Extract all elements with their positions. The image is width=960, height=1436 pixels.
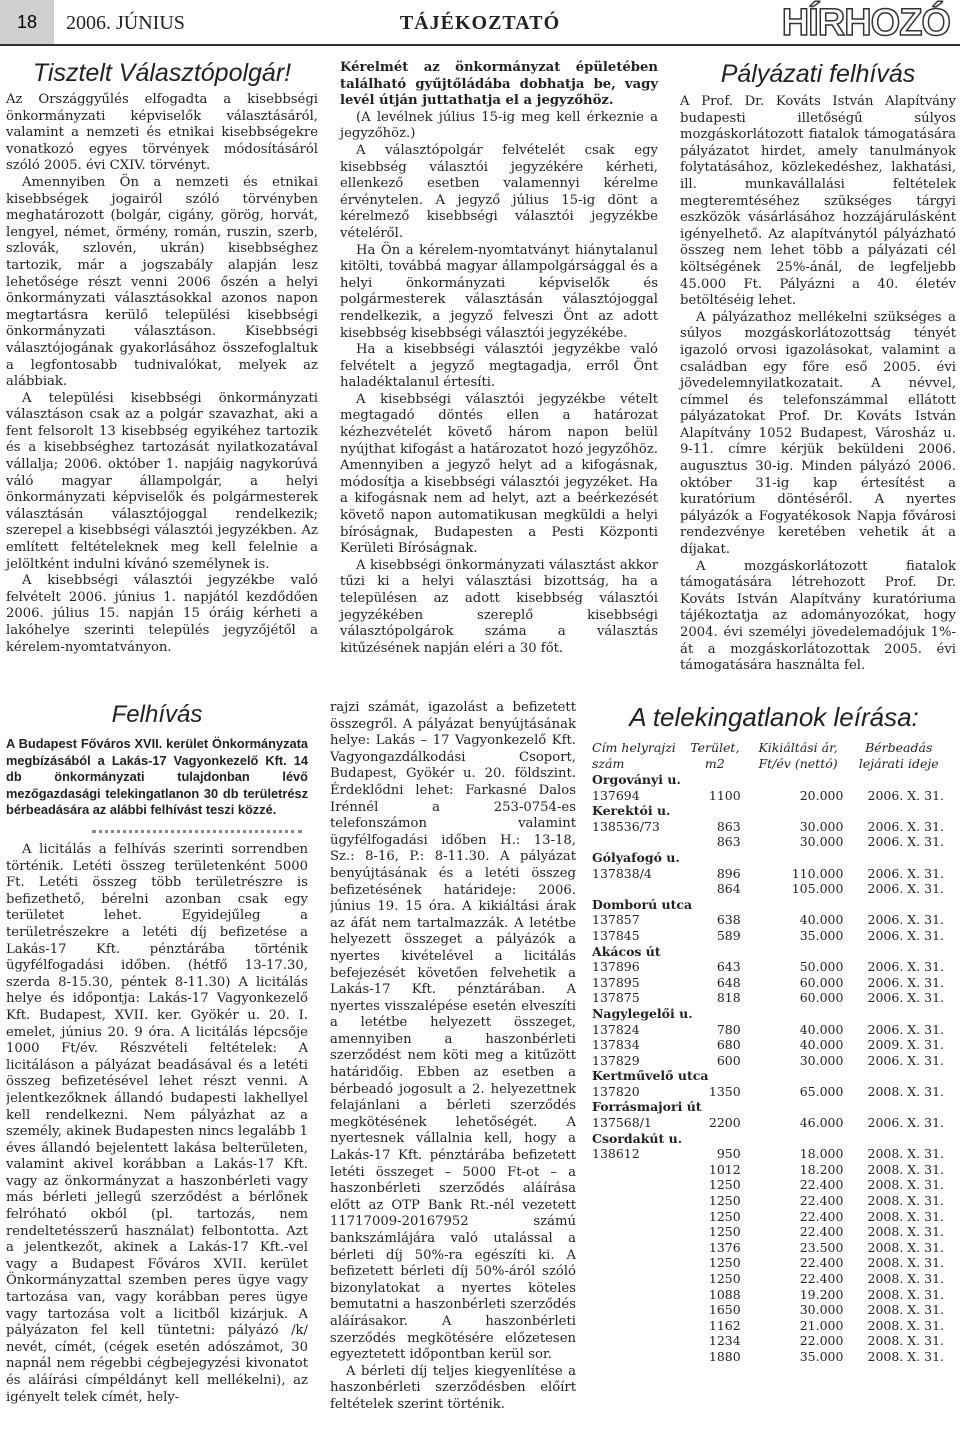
tender-paragraph: A Prof. Dr. Kováts István Alapítvány budapesti illetőségű súlyos mozgáskorlátozott fiatalok támogatására pályázatot hirdet, amely tanulmányok folytatásához, közlekedéshez, lakhatási, ill. munkavállalási feltételek megteremtéséhez szükséges tárgyi eszközök vásárlásához hozzájárulásként igényelhető. Az alapítványtól pályázható összeg nem lehet több a pályázati cél költségének 25%-ánál, de legfeljebb 45.000 Ft. Pályázni a 40. életév betöltéséig lehet. [680,94,956,309]
tender-title: Pályázati felhívás [720,60,916,88]
price-value: 110.000 [791,865,844,881]
table-row [592,1115,956,1131]
table-row [592,1037,956,1053]
plot-number: 137568/1 [592,1115,652,1131]
area-value: 950 [716,1146,741,1162]
plot-number [592,1240,689,1256]
table-row [592,788,956,804]
plot-number [592,1224,689,1240]
notice-paragraph: A licitálás a felhívás szerinti sorrendben történik. Letéti összeg területenként 5000 Ft. Letéti összeg több területrészre is befizethető, bérelni azonban csak egy területet lehet. Egyidejűleg a területrészekre a letéti díj befizetése a Lakás-17 Kft. pénztárába történik ügyfélfogadási időben. (hétfő 13-17.30, szerda 8-15.30, péntek 8-11.30) A licitálás helye és időpontja: Lakás-17 Vagyonkezelő Kft. Budapest, XVII. ker. Gyökér u. 20. I. emelet, június 20. 9 óra. A licitálás lépcsője 1000 Ft/év. Részvételi feltételek: A licitáláson a pályázat beadásával és a letéti összeg befizetésével lehet részt venni. A jelentkezőknek állandó budapesti lakhellyel kell rendelkezni. Nem pályázhat az a személy, akinek Budapesten nincs legalább 1 éves állandó bejelentett lakása belterületen, valamint akivel korábban a Lakás-17 Kft. vagy az önkormányzat a haszonbérleti vagy más bérleti jellegű szerződést a bérlőnek felróható okból (pl. tartozás, nem rendeltetésszerű használat) felbontotta. Azt a jelentkezőt, akinek a Lakás-17 Kft.-vel vagy a Budapest Főváros XVII. kerület Önkormányzattal szemben peres ügye vagy tartozása van, vagy korábban peres ügye vagy tartozása volt a licitből kizárjuk. A pályázaton fel kell tüntetni: pályázó /k/ nevét, címét, (cégek esetén adószámot, 30 napnál nem régebbi cégbejegyzési kivonatot és aláírási címpéldányt kell mellékelni), az igényelt telek címét, hely- [6,842,308,1405]
issue-date: 2006. JÚNIUS [66,12,185,34]
price-value: 19.200 [799,1286,844,1302]
dotted-divider [92,830,302,833]
land-table-title: A telekingatlanok leírása: [629,702,919,732]
area-value: 1250 [708,1193,741,1209]
price-value: 105.000 [791,881,844,897]
table-row [592,1209,956,1225]
table-row [592,975,956,991]
table-row [592,866,956,882]
table-row [592,1162,956,1178]
table-row [592,1224,956,1240]
voters-paragraph: A települési kisebbségi önkormányzati választáson csak az a polgár szavazhat, aki a fent felsorolt 13 kisebbség egyikéhez tartozik és a kisebbséghez tartozását nyilatkozatával vállalja; 2006. október 1. napjáig nagykorúvá váló magyar állampolgár, a helyi önkormányzati képviselők és polgármesterek választásán választójoggal rendelkezik; szerepel a kisebbségi választói jegyzékben. Az említett feltételeknek meg kell felelnie a jelöltként indulni kívánó személynek is. [6,390,318,572]
area-value: 1250 [708,1255,741,1271]
area-value: 863 [716,818,741,834]
plot-number: 137694 [592,787,640,803]
table-row [592,1287,956,1303]
street-name: Akácos út [592,943,661,959]
area-value: 1250 [708,1224,741,1240]
table-row [592,819,956,835]
expiry-date: 2006. X. 31. [867,912,944,928]
notice-paragraph: rajzi számát, igazolást a befizetett összegről. A pályázat benyújtásának helye: Lakás – 17 Vagyonkezelő Kft. Vagyongazdálkodási Csoport, Budapest, Gyökér u. 20. földszint. Érdeklődni lehet: Farkasné Dalos Irénnél a 253-0754-es telefonszámon valamint ügyfélfogadási időben H.: 13-18, Sz.: 8-16, P.: 8-11.30. A pályázat benyújtásának és a letéti összeg befizetésének határideje: 2006. június 19. 15 óra. A kikiáltási árak az áfát nem tartalmazzák. A letétbe helyezett összeget a pályázók a nyertes kivételével a licitálás befejezését követően felvehetik a Lakás-17 Kft. pénztárában. A nyertes visszalépése esetén elveszíti a letétbe helyezett összeget, amennyiben a haszonbérleti szerződést nem köti meg a kitűzött határidőig. Ebben az esetben a bérbeadó jogosult a 2. helyezettnek felajánlani a bérleti szerződés megkötésének lehetőségét. A nyertesnek vállalnia kell, hogy a Lakás-17 Kft. pénztárába befizetett letéti összeget – 5000 Ft-ot – a haszonbérleti szerződés aláírása előtt az OTP Bank Rt.-nél vezetett 11717009-20167952 számú bankszámlájára való utalással a bérleti díj 50%-ra egészíti ki. A befizetett bérleti díj 50%-áról szóló bizonylatokat a nyertes köteles bemutatni a haszonbérleti szerződés aláírásakor. A haszonbérleti szerződés megkötésére előzetesen egyeztetett időpontban kerül sor. [330,700,576,1363]
street-row [592,1068,956,1084]
expiry-date: 2008. X. 31. [867,1177,944,1193]
area-value: 1012 [708,1161,741,1177]
area-value: 1650 [708,1302,741,1318]
newspaper-logo: HÍRHOZÓ [781,2,950,44]
price-value: 40.000 [799,1021,844,1037]
area-value: 1162 [708,1317,741,1333]
expiry-date: 2008. X. 31. [867,1224,944,1240]
price-value: 22.400 [799,1271,844,1286]
land-table-header [592,740,956,772]
area-value: 1234 [708,1333,741,1349]
expiry-date: 2006. X. 31. [867,834,944,850]
header-area: Terület, m2 [690,740,740,771]
price-value: 35.000 [799,927,844,943]
expiry-date: 2006. X. 31. [867,959,944,975]
price-value: 30.000 [799,1302,844,1318]
plot-number [592,881,689,897]
street-name: Kerektói u. [592,803,671,819]
expiry-date: 2008. X. 31. [867,1208,944,1224]
middle-paragraph: A kisebbségi választói jegyzékbe vételt megtagadó döntés ellen a határozat kézhezvételét követő három napon belül nyújthat kifogást a határozatot hozó jegyzőhöz. Amennyiben a jegyző helyt ad a kifogásnak, módosítja a kisebbségi választói jegyzéket. Ha a kifogásnak nem ad helyt, azt a beérkezését követő napon automatikusan megküldi a helyi bíróságnak, Budapesten a Pesti Központi Kerületi Bíróságnak. [340,391,658,557]
plot-number [592,1318,689,1334]
price-value: 50.000 [799,959,844,975]
area-value: 1250 [708,1271,741,1286]
street-row [592,944,956,960]
price-value: 22.000 [799,1333,844,1349]
plot-number [592,1162,689,1178]
table-row [592,1318,956,1334]
notice-body-continued [330,700,576,1434]
table-row [592,1022,956,1038]
header-price: Kikiáltási ár, Ft/év (nettó) [758,740,838,771]
tender-article [680,58,956,675]
plot-number [592,1271,689,1287]
area-value: 680 [716,1037,741,1053]
table-row [592,1255,956,1271]
table-row [592,881,956,897]
middle-paragraph: A választópolgár felvételét csak egy kisebbség választói jegyzékére kérheti, ellenkező esetben valamennyi kérelme érvénytelen. A jegyző július 15-ig dönt a kérelmező kisebbségi választói jegyzékbe vételéről. [340,142,658,241]
plot-number: 137838/4 [592,865,652,881]
notice-article [6,700,308,819]
plot-number: 137896 [592,959,640,975]
expiry-date: 2008. X. 31. [867,1193,944,1209]
table-row [592,1302,956,1318]
area-value: 648 [716,974,741,990]
table-row [592,990,956,1006]
area-value: 643 [716,959,741,975]
middle-paragraph: (A levélnek július 15-ig meg kell érkeznie a jegyzőhöz.) [340,109,658,142]
price-value: 21.000 [799,1317,844,1333]
plot-number: 137857 [592,912,640,928]
table-row [592,959,956,975]
expiry-date: 2006. X. 31. [867,818,944,834]
expiry-date: 2006. X. 31. [867,1115,944,1131]
price-value: 22.400 [799,1224,844,1240]
tender-paragraph: A mozgáskorlátozott fiatalok támogatására létrehozott Prof. Dr. Kováts István Alapítvány kuratóriuma tájékoztatja az adományozókat, hogy 2004. évi személyi jövedelemadójuk 1%-át a mozgáskorlátozottak 2005. évi támogatására használta fel. [680,558,956,674]
land-table-section [592,700,956,1365]
price-value: 22.400 [799,1193,844,1209]
header-address: Cím helyrajzi szám [592,740,676,771]
price-value: 35.000 [799,1348,844,1364]
expiry-date: 2008. X. 31. [867,1286,944,1302]
area-value: 896 [716,865,741,881]
plot-number: 137820 [592,1083,640,1099]
table-row [592,1271,956,1287]
table-row [592,1084,956,1100]
plot-number: 137824 [592,1021,640,1037]
street-name: Forrásmajori út [592,1099,702,1115]
tender-paragraph: A pályázathoz mellékelni szükséges a súlyos mozgáskorlátozottság tényét igazoló orvosi igazolásokat, valamint a családban egy főre eső 2005. évi jövedelemnyilatkozatait. A névvel, címmel és telefonszámmal ellátott pályázatokat Prof. Dr. Kováts István Alapítvány 1052 Budapest, Városház u. 9-11. címre kérjük beküldeni 2006. augusztus 30-ig. Minden pályázó 2006. október 31-ig kap értesítést a kuratórium döntéséről. A nyertes pályázók a Fogyatékosok Napja fővárosi rendezvénye keretében vehetik át a díjakat. [680,309,956,558]
plot-number [592,1349,689,1365]
street-name: Kertművelő utca [592,1068,709,1084]
header-rule [0,44,960,46]
price-value: 22.400 [799,1208,844,1224]
plot-number: 137875 [592,990,640,1006]
price-value: 23.500 [799,1239,844,1255]
price-value: 30.000 [799,1052,844,1068]
expiry-date: 2008. X. 31. [867,1083,944,1099]
area-value: 863 [716,834,741,850]
notice-paragraph: A bérleti díj teljes kiegyenlítése a haszonbérleti szerződésben előírt feltételek szerint történik. [330,1363,576,1412]
street-name: Orgoványi u. [592,772,681,787]
expiry-date: 2006. X. 31. [867,865,944,881]
section-title: TÁJÉKOZTATÓ [399,12,561,34]
price-value: 18.000 [799,1146,844,1162]
price-value: 65.000 [799,1083,844,1099]
area-value: 1250 [708,1208,741,1224]
plot-number [592,1193,689,1209]
street-row [592,1006,956,1022]
land-table-body [592,772,956,1365]
table-row [592,912,956,928]
area-value: 864 [716,881,741,897]
voters-paragraph: A kisebbségi választói jegyzékbe való felvételt 2006. június 1. napjától kezdődően 2006. július 15. napján 15 óráig kérheti a lakóhelye szerinti település jegyzőjétől a kérelem-nyomtatványon. [6,573,318,655]
plot-number [592,1287,689,1303]
plot-number: 137845 [592,927,640,943]
middle-paragraph: A kisebbségi önkormányzati választást akkor tűzi ki a helyi választási bizottság, ha a településen az adott kisebbség választói jegyzékében szereplő kisebbségi választópolgárok száma a választás kitűzésének napján eléri a 30 főt. [340,557,658,656]
table-row [592,1177,956,1193]
plot-number [592,834,689,850]
price-value: 40.000 [799,912,844,928]
notice-lead: A Budapest Főváros XVII. kerület Önkormányzata megbízásából a Lakás-17 Vagyonkezelő Kft. 14 db önkormányzati tulajdonban lévő mezőgazdasági telekingatlanon 30 db területrész bérbeadására az alábbi felhívást teszi közzé. [6,736,308,818]
plot-number: 137834 [592,1037,640,1053]
street-name: Domború utca [592,896,693,912]
voters-paragraph: Amennyiben Ön a nemzeti és etnikai kisebbségek jogairól szóló törvényben meghatározott (bolgár, cigány, görög, horvát, lengyel, német, örmény, román, ruszin, szerb, szlovák, szlovén, ukrán) kisebbséghez tartozik, már a jogszabály alapján lesz lehetősége részt venni 2006 őszén a helyi önkormányzati választásokkal azonos napon megtartásra kerülő települési kisebbségi önkormányzati választáson. Kisebbségi választójogának gyakorlásához összefoglaltuk a legfontosabb tudnivalókat, melyek az alábbiak. [6,174,318,390]
area-value: 2200 [708,1115,741,1131]
price-value: 18.200 [799,1161,844,1177]
expiry-date: 2008. X. 31. [867,1302,944,1318]
middle-paragraph: Kérelmét az önkormányzat épületében található gyűjtőládába dobhatja be, vagy levél útján juttathatja el a jegyzőhöz. [340,60,658,109]
price-value: 40.000 [799,1037,844,1053]
price-value: 30.000 [799,834,844,850]
street-row [592,897,956,913]
table-row [592,1053,956,1069]
price-value: 46.000 [799,1115,844,1131]
voters-article-continued [340,60,658,657]
street-name: Nagylegelői u. [592,1005,693,1021]
plot-number: 137829 [592,1052,640,1068]
plot-number: 137895 [592,974,640,990]
expiry-date: 2008. X. 31. [867,1146,944,1162]
price-value: 22.400 [799,1255,844,1271]
plot-number [592,1333,689,1349]
table-row [592,1193,956,1209]
middle-paragraph: Ha a kisebbségi választói jegyzékbe való felvételt a jegyző megtagadja, erről Önt haladéktalanul értesíti. [340,342,658,391]
plot-number: 138612 [592,1146,640,1162]
expiry-date: 2008. X. 31. [867,1271,944,1286]
table-row [592,1349,956,1365]
street-row [592,803,956,819]
area-value: 1880 [708,1348,741,1364]
street-row [592,772,956,788]
expiry-date: 2006. X. 31. [867,881,944,897]
table-row [592,1146,956,1162]
land-table [592,740,956,1365]
street-row [592,1131,956,1147]
price-value: 22.400 [799,1177,844,1193]
price-value: 60.000 [799,974,844,990]
expiry-date: 2006. X. 31. [867,787,944,803]
expiry-date: 2006. X. 31. [867,990,944,1006]
table-row [592,1333,956,1349]
table-row [592,1240,956,1256]
area-value: 1350 [708,1083,741,1099]
area-value: 780 [716,1021,741,1037]
notice-body [6,842,308,1432]
plot-number [592,1209,689,1225]
price-value: 30.000 [799,818,844,834]
plot-number [592,1255,689,1271]
middle-paragraph: Ha Ön a kérelem-nyomtatványt hiánytalanul kitölti, továbbá magyar állampolgársággal és a helyi önkormányzati képviselők és polgármesterek választásán választójoggal rendelkezik, a jegyző felveszi Önt az adott kisebbség kisebbségi választói jegyzékébe. [340,242,658,341]
expiry-date: 2008. X. 31. [867,1161,944,1177]
expiry-date: 2009. X. 31. [867,1037,944,1053]
expiry-date: 2006. X. 31. [867,1052,944,1068]
voters-paragraph: Az Országgyűlés elfogadta a kisebbségi önkormányzati képviselők választásáról, valamint a nemzeti és etnikai kisebbségekre vonatkozó egyes törvények módosításáról szóló 2005. évi CXIV. törvényt. [6,92,318,174]
street-name: Csordakút u. [592,1130,683,1146]
street-row [592,850,956,866]
area-value: 1088 [708,1286,741,1302]
expiry-date: 2008. X. 31. [867,1255,944,1271]
expiry-date: 2006. X. 31. [867,974,944,990]
voters-title: Tisztelt Választópolgár! [32,59,292,87]
expiry-date: 2008. X. 31. [867,1239,944,1255]
price-value: 60.000 [799,990,844,1006]
table-row [592,834,956,850]
table-row [592,928,956,944]
expiry-date: 2006. X. 31. [867,1021,944,1037]
notice-title: Felhívás [111,701,203,728]
price-value: 20.000 [799,787,844,803]
expiry-date: 2008. X. 31. [867,1348,944,1364]
area-value: 1100 [708,787,741,803]
area-value: 600 [716,1052,741,1068]
plot-number [592,1177,689,1193]
plot-number: 138536/73 [592,818,660,834]
area-value: 589 [716,927,741,943]
expiry-date: 2006. X. 31. [867,927,944,943]
area-value: 818 [716,990,741,1006]
street-row [592,1099,956,1115]
page-number: 18 [0,0,54,44]
plot-number [592,1302,689,1318]
area-value: 1376 [708,1239,741,1255]
expiry-date: 2008. X. 31. [867,1317,944,1333]
expiry-date: 2008. X. 31. [867,1333,944,1349]
voters-article [6,58,318,656]
area-value: 638 [716,912,741,928]
street-name: Gólyafogó u. [592,849,680,865]
area-value: 1250 [708,1177,741,1193]
header-expiry: Bérbeadás lejárati ideje [858,740,939,771]
